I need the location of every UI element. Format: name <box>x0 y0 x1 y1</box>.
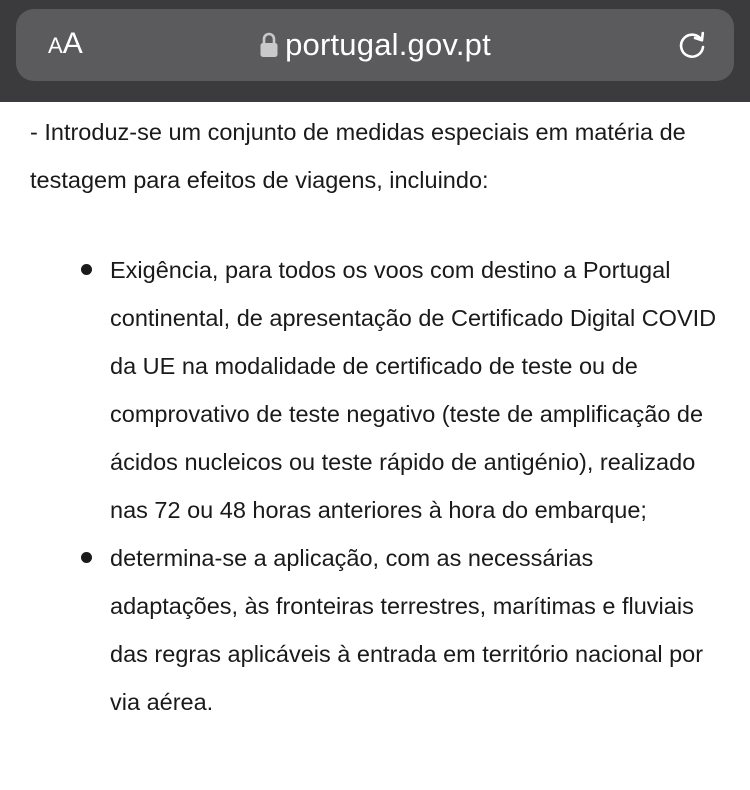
browser-toolbar <box>0 0 750 102</box>
bullet-dot <box>81 264 92 275</box>
reload-icon <box>674 50 710 67</box>
intro-paragraph: - Introduz-se um conjunto de medidas especiais em matéria de testagem para efeitos de viagens, incluindo: <box>30 119 686 193</box>
list-item <box>30 246 720 534</box>
text-size-large-glyph: A <box>62 27 83 60</box>
text-size-button[interactable] <box>48 27 104 63</box>
list-item-text: determina-se a aplicação, com as necessárias adaptações, às fronteiras terrestres, marítimas e fluviais das regras aplicáveis à entrada em território nacional por via aérea. <box>110 545 704 715</box>
url-display[interactable] <box>259 27 491 63</box>
lock-icon <box>259 31 279 59</box>
text-size-small-glyph: A <box>48 33 63 58</box>
list-item <box>30 534 720 726</box>
address-bar[interactable] <box>16 9 734 81</box>
bullet-dot <box>81 552 92 563</box>
url-text: portugal.gov.pt <box>285 27 491 62</box>
reload-button[interactable] <box>674 27 710 63</box>
article-content <box>30 108 720 726</box>
list-item-text: Exigência, para todos os voos com destino a Portugal continental, de apresentação de Certificado Digital COVID da UE na modalidade de certificado de teste ou de comprovativo de teste negativo (teste de amplificação de ácidos nucleicos ou teste rápido de antigénio), realizado nas 72 ou 48 horas anteriores à hora do embarque; <box>110 257 717 523</box>
measures-list <box>30 246 720 726</box>
